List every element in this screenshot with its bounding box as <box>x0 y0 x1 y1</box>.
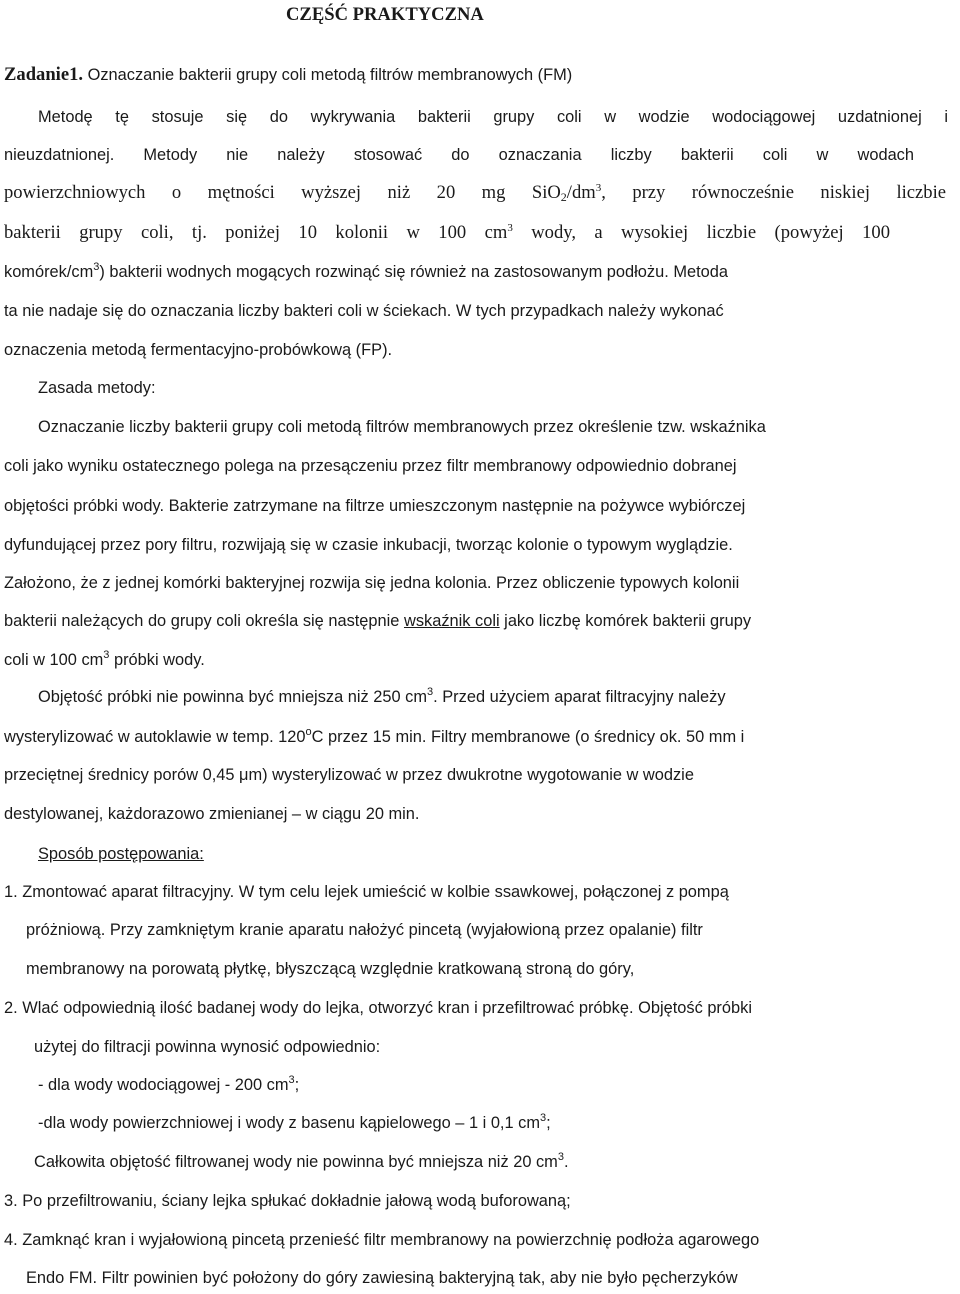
principle-line-7 <box>4 649 205 671</box>
step-4-line-2: Endo FM. Filtr powinien być położony do góry zawiesiną bakteryjną tak, aby nie było pęcherzyków <box>26 1269 738 1287</box>
indicator-term: wskaźnik coli <box>403 612 500 630</box>
step-1-line-3: membranowy na porowatą płytkę, błyszczącą względnie kratkowaną stroną do góry, <box>26 960 635 978</box>
step-2-line-4-text-b: ; <box>546 1114 551 1132</box>
step-1-line-1: 1. Zmontować aparat filtracyjny. W tym celu lejek umieścić w kolbie ssawkowej, połączonej z pompą <box>4 883 729 901</box>
step-2-line-4-text-a: -dla wody powierzchniowej i wody z basenu kąpielowego – 1 i 0,1 cm <box>38 1114 541 1132</box>
principle-line-6 <box>4 610 751 632</box>
step-2-line-5-text-a: Całkowita objętość filtrowanej wody nie powinna być mniejsza niż 20 cm <box>34 1153 558 1171</box>
intro-line-2: nieuzdatnionej. Metody nie należy stosować do oznaczania liczby bakterii coli w wodach <box>4 146 914 164</box>
intro-line-3-text-b: /dm <box>566 182 596 203</box>
principle-line-6-text-a: bakterii należących do grupy coli określa się następnie <box>4 612 404 630</box>
step-3-line-1: 3. Po przefiltrowaniu, ściany lejka spłukać dokładnie jałową wodą buforowaną; <box>4 1192 571 1210</box>
step-2-line-5-sup: 3 <box>557 1151 564 1163</box>
step-2-line-3-text-b: ; <box>294 1076 300 1094</box>
principle-line-5: Założono, że z jednej komórki bakteryjnej rozwija się jedna kolonia. Przez obliczenie typowych kolonii <box>4 574 740 592</box>
intro-line-4-text-a: bakterii grupy coli, tj. poniżej 10 kolonii w 100 cm <box>4 222 508 243</box>
sample-line-4: destylowanej, każdorazowo zmienianej – w ciągu 20 min. <box>4 805 420 823</box>
intro-line-3-text-c: , przy równocześnie niskiej liczbie <box>601 182 946 203</box>
principle-line-6-text-b: jako liczbę komórek bakterii grupy <box>499 612 752 630</box>
sample-line-2-text-b: C przez 15 min. Filtry membranowe (o średnicy ok. 50 mm i <box>311 728 745 746</box>
intro-line-7: oznaczenia metodą fermentacyjno-probówkową (FP). <box>4 341 393 359</box>
intro-line-4-text-b: wody, a wysokiej liczbie (powyżej 100 <box>512 222 891 243</box>
step-2-line-3-sup: 3 <box>288 1074 295 1086</box>
intro-line-4 <box>4 222 890 244</box>
sample-line-1-text-b: . Przed użyciem aparat filtracyjny należy <box>433 688 726 706</box>
principle-line-3: objętości próbki wody. Bakterie zatrzymane na filtrze umieszczonym następnie na pożywce wybiórczej <box>4 497 746 515</box>
intro-line-4-sup: 3 <box>507 222 513 234</box>
step-1-line-2: próżniową. Przy zamkniętym kranie aparatu nałożyć pincetą (wyjałowioną przez opalanie) filtr <box>26 921 703 939</box>
step-2-line-3 <box>38 1074 299 1096</box>
task-heading <box>4 64 572 86</box>
principle-line-1: Oznaczanie liczby bakterii grupy coli metodą filtrów membranowych przez określenie tzw. wskaźnika <box>38 418 766 436</box>
intro-line-5 <box>4 261 728 283</box>
step-2-line-1: 2. Wlać odpowiednią ilość badanej wody do lejka, otworzyć kran i przefiltrować próbkę. Objętość próbki <box>4 999 752 1017</box>
intro-line-5-text-a: komórek/cm <box>4 263 94 281</box>
sample-line-2-sup: o <box>305 726 312 738</box>
principle-line-7-sup: 3 <box>103 649 110 661</box>
step-2-line-4-sup: 3 <box>540 1112 547 1124</box>
sample-line-1-sup: 3 <box>427 686 434 698</box>
intro-line-5-sup: 3 <box>93 261 100 273</box>
sample-line-2-text-a: wysterylizować w autoklawie w temp. 120 <box>4 728 306 746</box>
sample-line-3: przeciętnej średnicy porów 0,45 μm) wysterylizować w przez dwukrotne wygotowanie w wodzie <box>4 766 694 784</box>
step-2-line-5 <box>34 1151 569 1173</box>
step-2-line-4 <box>38 1112 551 1134</box>
intro-line-1: Metodę tę stosuje się do wykrywania bakterii grupy coli w wodzie wodociągowej uzdatnionej i <box>38 108 948 126</box>
intro-line-3-sup: 3 <box>595 182 602 194</box>
page-title: CZĘŚĆ PRAKTYCZNA <box>286 4 484 25</box>
intro-line-3-text-a: powierzchniowych o mętności wyższej niż 20 mg SiO <box>4 182 561 203</box>
step-2-line-5-text-b: . <box>563 1153 569 1171</box>
step-2-line-2: użytej do filtracji powinna wynosić odpowiednio: <box>34 1038 381 1056</box>
procedure-heading: Sposób postępowania: <box>38 845 204 863</box>
intro-line-3-sub: 2 <box>560 190 567 204</box>
intro-line-5-text-b: ) bakterii wodnych mogących rozwinąć się również na zastosowanym podłożu. Metoda <box>99 263 728 281</box>
principle-heading: Zasada metody: <box>38 379 156 397</box>
sample-line-2 <box>4 726 744 748</box>
principle-line-7-text-a: coli w 100 cm <box>4 651 104 669</box>
intro-line-3 <box>4 182 946 204</box>
step-2-line-3-text-a: - dla wody wodociągowej - 200 cm <box>38 1076 289 1094</box>
step-4-line-1: 4. Zamknąć kran i wyjałowioną pincetą przenieść filtr membranowy na powierzchnię podłoża agarowego <box>4 1231 760 1249</box>
principle-line-2: coli jako wyniku ostatecznego polega na przesączeniu przez filtr membranowy odpowiednio dobranej <box>4 457 737 475</box>
intro-line-6: ta nie nadaje się do oznaczania liczby bakteri coli w ściekach. W tych przypadkach należy wykonać <box>4 302 724 320</box>
sample-line-1-text-a: Objętość próbki nie powinna być mniejsza niż 250 cm <box>38 688 428 706</box>
task-label: Zadanie1. <box>4 64 84 85</box>
sample-line-1 <box>38 686 726 708</box>
principle-line-7-text-b: próbki wody. <box>109 651 205 669</box>
principle-line-4: dyfundującej przez pory filtru, rozwijają się w czasie inkubacji, tworząc kolonie o typowym wyglądzie. <box>4 536 733 554</box>
task-title: Oznaczanie bakterii grupy coli metodą filtrów membranowych (FM) <box>83 66 573 84</box>
